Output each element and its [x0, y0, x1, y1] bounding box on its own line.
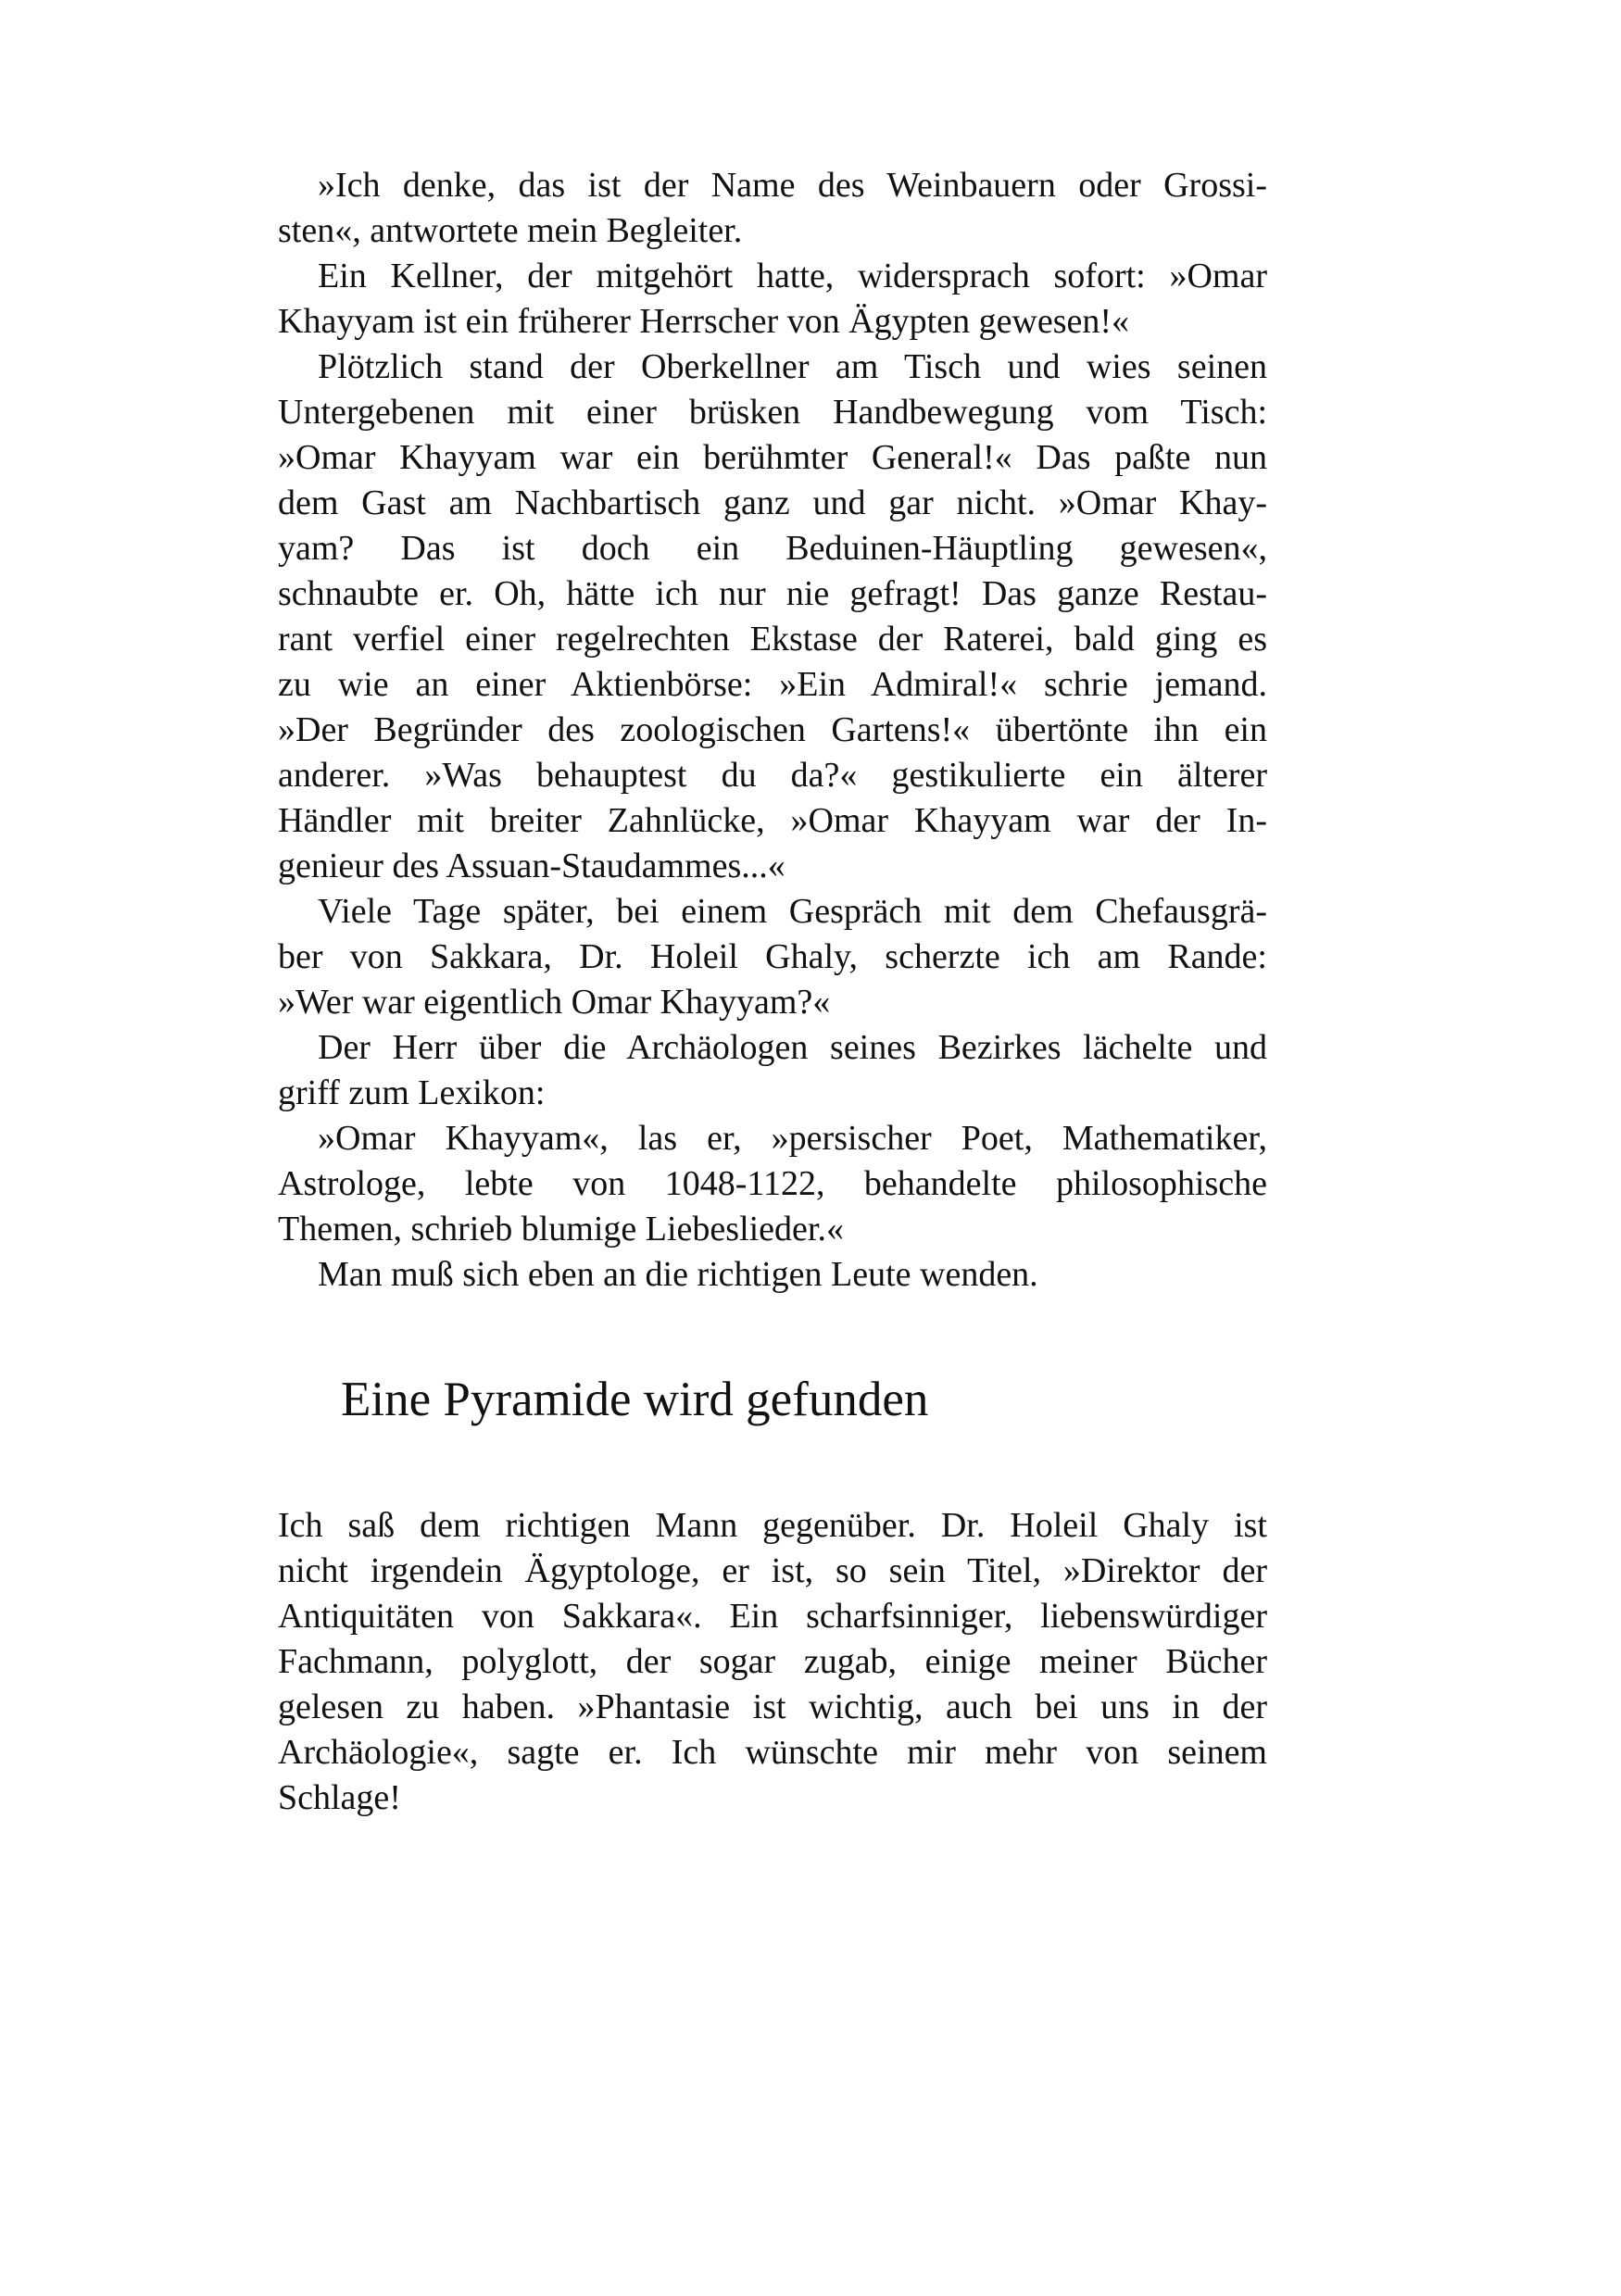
- text-line: Archäologie«, sagte er. Ich wünschte mir mehr von seinem: [278, 1733, 1267, 1772]
- text-line: »Wer war eigentlich Omar Khayyam?«: [278, 983, 831, 1022]
- text-line: Man muß sich eben an die richtigen Leute wenden.: [318, 1255, 1038, 1294]
- text-line: Händler mit breiter Zahnlücke, »Omar Khayyam war der In-: [278, 801, 1267, 840]
- text-line: Ein Kellner, der mitgehört hatte, widersprach sofort: »Omar: [318, 257, 1267, 295]
- text-line: »Ich denke, das ist der Name des Weinbauern oder Grossi-: [318, 166, 1267, 205]
- book-page: [278, 163, 1267, 1821]
- text-line: gelesen zu haben. »Phantasie ist wichtig, auch bei uns in der: [278, 1687, 1267, 1726]
- text-line: griff zum Lexikon:: [278, 1073, 546, 1112]
- text-line: Ich saß dem richtigen Mann gegenüber. Dr. Holeil Ghaly ist: [278, 1506, 1267, 1545]
- heading-spacer: [278, 1430, 1267, 1503]
- text-line: Viele Tage später, bei einem Gespräch mit dem Chefausgrä-: [318, 892, 1267, 931]
- text-line: Plötzlich stand der Oberkellner am Tisch und wies seinen: [318, 347, 1267, 386]
- chapter-heading: Eine Pyramide wird gefunden: [341, 1373, 929, 1426]
- text-line: Antiquitäten von Sakkara«. Ein scharfsinniger, liebenswürdiger: [278, 1597, 1267, 1636]
- text-line: rant verfiel einer regelrechten Ekstase der Raterei, bald ging es: [278, 620, 1267, 659]
- text-line: dem Gast am Nachbartisch ganz und gar nicht. »Omar Khay-: [278, 483, 1267, 522]
- text-line: »Omar Khayyam«, las er, »persischer Poet, Mathematiker,: [318, 1119, 1267, 1158]
- text-line: nicht irgendein Ägyptologe, er ist, so sein Titel, »Direktor der: [278, 1551, 1267, 1590]
- text-line: ber von Sakkara, Dr. Holeil Ghaly, scherzte ich am Rande:: [278, 937, 1267, 976]
- text-line: Der Herr über die Archäologen seines Bezirkes lächelte und: [318, 1028, 1267, 1067]
- body-text-section-two: [278, 1503, 1267, 1821]
- text-line: yam? Das ist doch ein Beduinen-Häuptling gewesen«,: [278, 529, 1267, 568]
- text-line: Fachmann, polyglott, der sogar zugab, einige meiner Bücher: [278, 1642, 1267, 1681]
- text-line: zu wie an einer Aktienbörse: »Ein Admiral!« schrie jemand.: [278, 665, 1267, 704]
- text-line: »Der Begründer des zoologischen Gartens!« übertönte ihn ein: [278, 710, 1267, 749]
- text-line: schnaubte er. Oh, hätte ich nur nie gefragt! Das ganze Restau-: [278, 574, 1267, 613]
- text-line: genieur des Assuan-Staudammes...«: [278, 847, 785, 885]
- text-line: Themen, schrieb blumige Liebeslieder.«: [278, 1210, 844, 1248]
- text-line: »Omar Khayyam war ein berühmter General!« Das paßte nun: [278, 438, 1267, 477]
- section-spacer: [278, 1298, 1267, 1369]
- text-line: Khayyam ist ein früherer Herrscher von Ägypten gewesen!«: [278, 302, 1130, 341]
- text-line: sten«, antwortete mein Begleiter.: [278, 211, 743, 250]
- body-text-section-one: [278, 163, 1267, 1298]
- text-line: Untergebenen mit einer brüsken Handbewegung vom Tisch:: [278, 393, 1267, 432]
- text-line: Astrologe, lebte von 1048-1122, behandelte philosophische: [278, 1164, 1267, 1203]
- text-line: anderer. »Was behauptest du da?« gestikulierte ein älterer: [278, 756, 1267, 795]
- text-line: Schlage!: [278, 1778, 401, 1817]
